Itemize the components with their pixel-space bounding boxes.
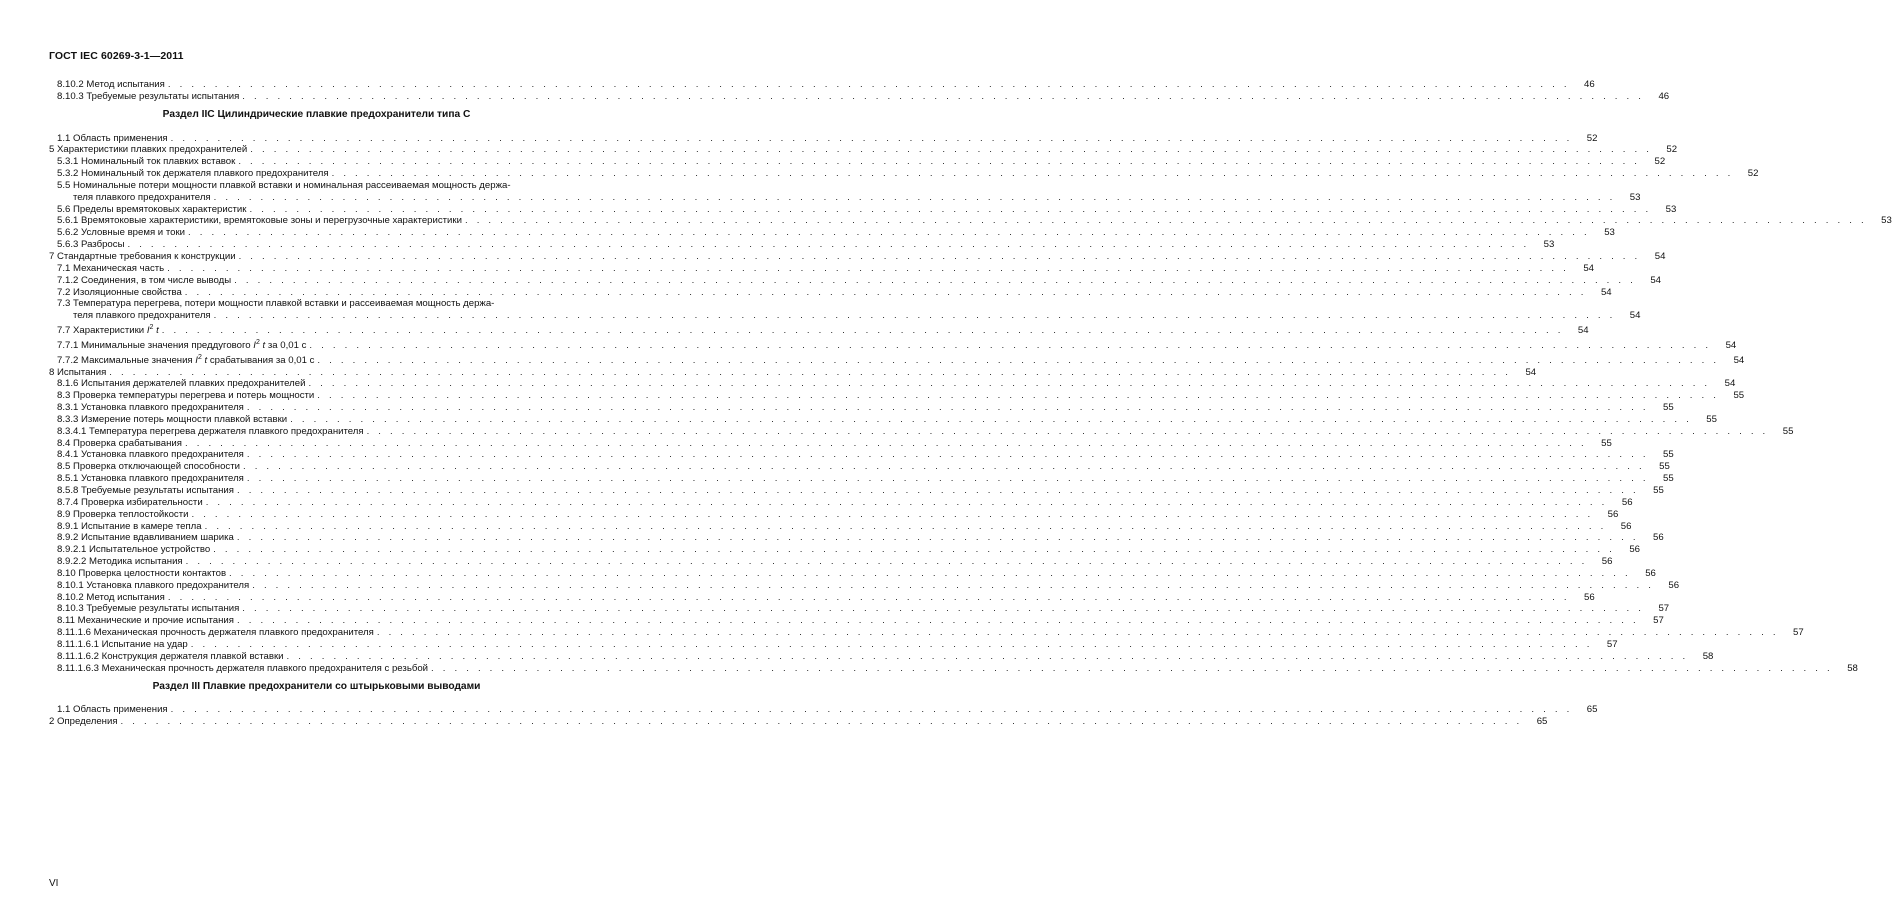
toc-entry-label: 8.11.1.6.1 Испытание на удар — [57, 638, 188, 650]
toc-entry[interactable] — [49, 627, 1804, 639]
toc-dot-leader: . . . . . . . . . . . . . . . . . . . . . . . . . . . . . . . . . . . . . . . . . . . . . . . . . . . . . . . . . . . . . . . . . . . . . . . . . . . . . . . . . . . . . . . . . . . . . . . . . . . . . . . . . . . . . . . . . . . . . . . . — [286, 650, 1689, 662]
toc-entry[interactable] — [49, 461, 1670, 473]
toc-page-number: 55 — [1663, 402, 1674, 414]
toc-dot-leader: . . . . . . . . . . . . . . . . . . . . . . . . . . . . . . . . . . . . . . . . . . . . . . . . . . . . . . . . . . . . . . . . . . . . . . . . . . . . . . . . . . . . . . . . . . . . . . . . . . . . . . . . . . . . . . . . . . . . . . . . — [290, 413, 1692, 425]
toc-entry[interactable] — [49, 716, 1548, 728]
toc-page-number: 54 — [1525, 366, 1537, 378]
toc-entry-label: 8.10.3 Требуемые результаты испытания — [57, 603, 240, 615]
toc-entry-label-continued: теля плавкого предохранителя — [73, 191, 211, 203]
toc-entry[interactable] — [49, 239, 1555, 251]
toc-entry[interactable] — [49, 508, 1619, 521]
toc-page-number: 55 — [1663, 449, 1674, 461]
toc-entry-label: 5.6.1 Времятоковые характеристики, времятоковые зоны и перегрузочные характеристики — [57, 215, 462, 227]
toc-entry[interactable] — [49, 203, 1677, 216]
toc-entry[interactable] — [49, 215, 1892, 227]
toc-dot-leader: . . . . . . . . . . . . . . . . . . . . . . . . . . . . . . . . . . . . . . . . . . . . . . . . . . . . . . . . . . . . . . . . . . . . . . . . . . . . . . . . . . . . . . . . . . . . . . . . . . . . . . . . . . . . . . . . . . . . . . . . — [238, 250, 1641, 262]
toc-dot-leader: . . . . . . . . . . . . . . . . . . . . . . . . . . . . . . . . . . . . . . . . . . . . . . . . . . . . . . . . . . . . . . . . . . . . . . . . . . . . . . . . . . . . . . . . . . . . . . . . . . . . . . . . . . . . . . . . . . . . . . . . — [234, 274, 1637, 286]
toc-entry-label: 8 Испытания — [49, 366, 107, 378]
toc-dot-leader: . . . . . . . . . . . . . . . . . . . . . . . . . . . . . . . . . . . . . . . . . . . . . . . . . . . . . . . . . . . . . . . . . . . . . . . . . . . . . . . . . . . . . . . . . . . . . . . . . . . . . . . . . . . . . . . . . . . . . . . . — [252, 579, 1655, 591]
toc-entry-label: 7.7.2 Максимальные значения $I^2$ t срабатывания за 0,01 с — [57, 353, 315, 366]
toc-page-number: 65 — [1536, 716, 1548, 728]
toc-page-number: 46 — [1584, 79, 1595, 90]
toc-dot-leader: . . . . . . . . . . . . . . . . . . . . . . . . . . . . . . . . . . . . . . . . . . . . . . . . . . . . . . . . . . . . . . . . . . . . . . . . . . . . . . . . . . . . . . . . . . . . . . . . . . . . . . . . . . . . . . . . . . . . . . . . — [161, 325, 1564, 337]
toc-dot-leader: . . . . . . . . . . . . . . . . . . . . . . . . . . . . . . . . . . . . . . . . . . . . . . . . . . . . . . . . . . . . . . . . . . . . . . . . . . . . . . . . . . . . . . . . . . . . . . . . . . . . . . . . . . . . . . . . . . . . . . . . — [188, 227, 1590, 239]
toc-entry[interactable] — [49, 366, 1537, 379]
toc-entry[interactable] — [49, 449, 1674, 461]
toc-entry-label: 7.7 Характеристики $I^2$ t — [57, 324, 159, 337]
toc-entry-label: 7.7.1 Минимальные значения преддугового $I^2$ t за 0,01 с — [57, 338, 307, 351]
toc-dot-leader: . . . . . . . . . . . . . . . . . . . . . . . . . . . . . . . . . . . . . . . . . . . . . . . . . . . . . . . . . . . . . . . . . . . . . . . . . . . . . . . . . . . . . . . . . . . . . . . . . . . . . . . . . . . . . . . . . . . . . . . . — [170, 704, 1573, 716]
toc-dot-leader: . . . . . . . . . . . . . . . . . . . . . . . . . . . . . . . . . . . . . . . . . . . . . . . . . . . . . . . . . . . . . . . . . . . . . . . . . . . . . . . . . . . . . . . . . . . . . . . . . . . . . . . . . . . . . . . . . . . . . . . . — [309, 339, 1712, 351]
toc-page-number: 53 — [1665, 203, 1677, 215]
toc-page-number: 56 — [1668, 579, 1680, 591]
toc-dot-leader: . . . . . . . . . . . . . . . . . . . . . . . . . . . . . . . . . . . . . . . . . . . . . . . . . . . . . . . . . . . . . . . . . . . . . . . . . . . . . . . . . . . . . . . . . . . . . . . . . . . . . . . . . . . . . . . . . . . . . . . . — [213, 191, 1616, 203]
toc-entry-label: 8.7.4 Проверка избирательности — [57, 496, 203, 508]
toc-entry-label: 2 Определения — [49, 716, 118, 728]
toc-entry[interactable] — [49, 262, 1595, 275]
section-title: Раздел III Плавкие предохранители со штырьковыми выводами — [152, 680, 481, 692]
toc-entry-label: 7.3 Температура перегрева, потери мощности плавкой вставки и рассеиваемая мощность держа- — [57, 298, 495, 310]
toc-entry[interactable] — [49, 132, 1598, 145]
toc-entry-label: 8.9.2.2 Методика испытания — [57, 556, 183, 568]
toc-entry[interactable] — [49, 485, 1664, 497]
toc-entry[interactable] — [49, 567, 1656, 580]
toc-page-number: 54 — [1583, 262, 1595, 274]
toc-entry[interactable] — [49, 496, 1633, 509]
toc-page-number: 54 — [1724, 378, 1736, 390]
toc-entry-label: 8.5 Проверка отключающей способности — [57, 461, 240, 473]
toc-dot-leader: . . . . . . . . . . . . . . . . . . . . . . . . . . . . . . . . . . . . . . . . . . . . . . . . . . . . . . . . . . . . . . . . . . . . . . . . . . . . . . . . . . . . . . . . . . . . . . . . . . . . . . . . . . . . . . . . . . . . . . . . — [190, 638, 1593, 650]
toc-page-number: 56 — [1607, 508, 1619, 520]
toc-entry[interactable] — [49, 579, 1680, 592]
toc-entry-label: 8.10 Проверка целостности контактов — [57, 567, 227, 579]
toc-page-number: 52 — [1586, 132, 1598, 144]
toc-entry[interactable] — [49, 390, 1745, 402]
toc-entry[interactable] — [49, 168, 1759, 180]
toc-page-number: 46 — [1658, 90, 1670, 102]
toc-entry-label: 8.11 Механические и прочие испытания — [57, 615, 234, 627]
toc-entry-label: 5.3.1 Номинальный ток плавких вставок — [57, 156, 236, 168]
toc-entry-label: 5.5 Номинальные потери мощности плавкой вставки и номинальная рассеиваемая мощность держа- — [57, 179, 511, 191]
toc-entry-label: 1.1 Область применения — [57, 704, 168, 716]
toc-dot-leader: . . . . . . . . . . . . . . . . . . . . . . . . . . . . . . . . . . . . . . . . . . . . . . . . . . . . . . . . . . . . . . . . . . . . . . . . . . . . . . . . . . . . . . . . . . . . . . . . . . . . . . . . . . . . . . . . . . . . . . . . — [167, 79, 1570, 90]
toc-page-number: 55 — [1659, 461, 1670, 473]
toc-entry[interactable] — [49, 638, 1618, 651]
toc-entry-label: 8.1.6 Испытания держателей плавких предохранителей — [57, 378, 306, 390]
toc-dot-leader: . . . . . . . . . . . . . . . . . . . . . . . . . . . . . . . . . . . . . . . . . . . . . . . . . . . . . . . . . . . . . . . . . . . . . . . . . . . . . . . . . . . . . . . . . . . . . . . . . . . . . . . . . . . . . . . . . . . . . . . . — [246, 402, 1649, 414]
toc-dot-leader: . . . . . . . . . . . . . . . . . . . . . . . . . . . . . . . . . . . . . . . . . . . . . . . . . . . . . . . . . . . . . . . . . . . . . . . . . . . . . . . . . . . . . . . . . . . . . . . . . . . . . . . . . . . . . . . . . . . . . . . . — [236, 532, 1639, 544]
toc-page-number: 52 — [1666, 144, 1678, 156]
toc-page-number: 52 — [1747, 168, 1759, 180]
toc-page-number: 57 — [1653, 615, 1664, 627]
toc-dot-leader: . . . . . . . . . . . . . . . . . . . . . . . . . . . . . . . . . . . . . . . . . . . . . . . . . . . . . . . . . . . . . . . . . . . . . . . . . . . . . . . . . . . . . . . . . . . . . . . . . . . . . . . . . . . . . . . . . . . . . . . . — [120, 716, 1523, 728]
toc-page-number: 54 — [1650, 274, 1662, 286]
toc-dot-leader: . . . . . . . . . . . . . . . . . . . . . . . . . . . . . . . . . . . . . . . . . . . . . . . . . . . . . . . . . . . . . . . . . . . . . . . . . . . . . . . . . . . . . . . . . . . . . . . . . . . . . . . . . . . . . . . . . . . . . . . . — [213, 310, 1616, 322]
toc-entry-label: 1.1 Область применения — [57, 132, 168, 144]
toc-entry-label: 8.10.1 Установка плавкого предохранителя — [57, 579, 250, 591]
toc-entry-label: 8.11.1.6.2 Конструкция держателя плавкой вставки — [57, 650, 284, 662]
toc-page-number: 55 — [1653, 485, 1664, 496]
toc-page-number: 65 — [1586, 704, 1598, 716]
toc-dot-leader: . . . . . . . . . . . . . . . . . . . . . . . . . . . . . . . . . . . . . . . . . . . . . . . . . . . . . . . . . . . . . . . . . . . . . . . . . . . . . . . . . . . . . . . . . . . . . . . . . . . . . . . . . . . . . . . . . . . . . . . . — [308, 378, 1711, 390]
toc-dot-leader: . . . . . . . . . . . . . . . . . . . . . . . . . . . . . . . . . . . . . . . . . . . . . . . . . . . . . . . . . . . . . . . . . . . . . . . . . . . . . . . . . . . . . . . . . . . . . . . . . . . . . . . . . . . . . . . . . . . . . . . . — [205, 496, 1608, 508]
toc-page-number: 56 — [1620, 520, 1632, 532]
toc-page-number: 53 — [1543, 239, 1555, 251]
toc-entry[interactable] — [49, 227, 1615, 239]
toc-page-number: 56 — [1601, 556, 1613, 568]
toc-page-number: 57 — [1658, 603, 1670, 615]
toc-entry[interactable] — [49, 179, 1641, 204]
toc-entry-label: 8.5.8 Требуемые результаты испытания — [57, 485, 234, 496]
toc-entry[interactable] — [49, 615, 1664, 627]
table-of-contents — [49, 79, 1892, 728]
toc-entry[interactable] — [49, 250, 1666, 263]
toc-page-number: 54 — [1600, 286, 1612, 298]
toc-page-number: 55 — [1706, 413, 1717, 425]
toc-dot-leader: . . . . . . . . . . . . . . . . . . . . . . . . . . . . . . . . . . . . . . . . . . . . . . . . . . . . . . . . . . . . . . . . . . . . . . . . . . . . . . . . . . . . . . . . . . . . . . . . . . . . . . . . . . . . . . . . . . . . . . . . — [238, 156, 1641, 168]
toc-page-number: 57 — [1793, 627, 1804, 639]
toc-dot-leader: . . . . . . . . . . . . . . . . . . . . . . . . . . . . . . . . . . . . . . . . . . . . . . . . . . . . . . . . . . . . . . . . . . . . . . . . . . . . . . . . . . . . . . . . . . . . . . . . . . . . . . . . . . . . . . . . . . . . . . . . — [185, 556, 1588, 568]
toc-dot-leader: . . . . . . . . . . . . . . . . . . . . . . . . . . . . . . . . . . . . . . . . . . . . . . . . . . . . . . . . . . . . . . . . . . . . . . . . . . . . . . . . . . . . . . . . . . . . . . . . . . . . . . . . . . . . . . . . . . . . . . . . — [431, 662, 1833, 674]
toc-dot-leader: . . . . . . . . . . . . . . . . . . . . . . . . . . . . . . . . . . . . . . . . . . . . . . . . . . . . . . . . . . . . . . . . . . . . . . . . . . . . . . . . . . . . . . . . . . . . . . . . . . . . . . . . . . . . . . . . . . . . . . . . — [250, 144, 1653, 156]
toc-dot-leader: . . . . . . . . . . . . . . . . . . . . . . . . . . . . . . . . . . . . . . . . . . . . . . . . . . . . . . . . . . . . . . . . . . . . . . . . . . . . . . . . . . . . . . . . . . . . . . . . . . . . . . . . . . . . . . . . . . . . . . . . — [170, 132, 1573, 144]
toc-entry[interactable] — [49, 437, 1612, 450]
toc-dot-leader: . . . . . . . . . . . . . . . . . . . . . . . . . . . . . . . . . . . . . . . . . . . . . . . . . . . . . . . . . . . . . . . . . . . . . . . . . . . . . . . . . . . . . . . . . . . . . . . . . . . . . . . . . . . . . . . . . . . . . . . . — [317, 354, 1720, 366]
toc-dot-leader: . . . . . . . . . . . . . . . . . . . . . . . . . . . . . . . . . . . . . . . . . . . . . . . . . . . . . . . . . . . . . . . . . . . . . . . . . . . . . . . . . . . . . . . . . . . . . . . . . . . . . . . . . . . . . . . . . . . . . . . . — [191, 508, 1594, 520]
toc-page-number: 54 — [1733, 354, 1745, 366]
toc-entry[interactable] — [49, 473, 1674, 485]
toc-dot-leader: . . . . . . . . . . . . . . . . . . . . . . . . . . . . . . . . . . . . . . . . . . . . . . . . . . . . . . . . . . . . . . . . . . . . . . . . . . . . . . . . . . . . . . . . . . . . . . . . . . . . . . . . . . . . . . . . . . . . . . . . — [229, 567, 1631, 579]
toc-entry[interactable] — [49, 544, 1641, 556]
toc-entry[interactable] — [49, 704, 1598, 716]
toc-dot-leader: . . . . . . . . . . . . . . . . . . . . . . . . . . . . . . . . . . . . . . . . . . . . . . . . . . . . . . . . . . . . . . . . . . . . . . . . . . . . . . . . . . . . . . . . . . . . . . . . . . . . . . . . . . . . . . . . . . . . . . . . — [242, 90, 1645, 102]
toc-entry-label: 8.11.1.6.3 Механическая прочность держателя плавкого предохранителя с резьбой — [57, 662, 429, 674]
toc-page-number: 58 — [1702, 650, 1714, 662]
toc-page-number: 53 — [1604, 227, 1615, 239]
toc-dot-leader: . . . . . . . . . . . . . . . . . . . . . . . . . . . . . . . . . . . . . . . . . . . . . . . . . . . . . . . . . . . . . . . . . . . . . . . . . . . . . . . . . . . . . . . . . . . . . . . . . . . . . . . . . . . . . . . . . . . . . . . . — [167, 591, 1570, 603]
toc-entry[interactable] — [49, 322, 1589, 337]
toc-entry-label: 8.10.2 Метод испытания — [57, 79, 165, 90]
toc-dot-leader: . . . . . . . . . . . . . . . . . . . . . . . . . . . . . . . . . . . . . . . . . . . . . . . . . . . . . . . . . . . . . . . . . . . . . . . . . . . . . . . . . . . . . . . . . . . . . . . . . . . . . . . . . . . . . . . . . . . . . . . . — [366, 425, 1769, 437]
toc-entry-label: 7.1 Механическая часть — [57, 262, 165, 274]
toc-page-number: 56 — [1629, 544, 1641, 556]
toc-entry[interactable] — [49, 603, 1670, 615]
toc-entry-label: 7.1.2 Соединения, в том числе выводы — [57, 274, 232, 286]
toc-entry-label: 8.10.2 Метод испытания — [57, 591, 165, 603]
toc-entry-label: 8.3.1 Установка плавкого предохранителя — [57, 402, 244, 414]
toc-dot-leader: . . . . . . . . . . . . . . . . . . . . . . . . . . . . . . . . . . . . . . . . . . . . . . . . . . . . . . . . . . . . . . . . . . . . . . . . . . . . . . . . . . . . . . . . . . . . . . . . . . . . . . . . . . . . . . . . . . . . . . . . — [246, 473, 1649, 485]
toc-page-number: 56 — [1621, 496, 1633, 508]
toc-entry-label: 8.5.1 Установка плавкого предохранителя — [57, 473, 244, 485]
toc-dot-leader: . . . . . . . . . . . . . . . . . . . . . . . . . . . . . . . . . . . . . . . . . . . . . . . . . . . . . . . . . . . . . . . . . . . . . . . . . . . . . . . . . . . . . . . . . . . . . . . . . . . . . . . . . . . . . . . . . . . . . . . . — [236, 485, 1639, 496]
toc-entry-label: 8.11.1.6 Механическая прочность держателя плавкого предохранителя — [57, 627, 374, 639]
toc-entry[interactable] — [49, 90, 1670, 103]
toc-page-number: 55 — [1601, 437, 1612, 449]
toc-page-number: 55 — [1663, 473, 1674, 485]
toc-dot-leader: . . . . . . . . . . . . . . . . . . . . . . . . . . . . . . . . . . . . . . . . . . . . . . . . . . . . . . . . . . . . . . . . . . . . . . . . . . . . . . . . . . . . . . . . . . . . . . . . . . . . . . . . . . . . . . . . . . . . . . . . — [242, 461, 1645, 473]
toc-entry[interactable] — [49, 425, 1794, 438]
toc-entry[interactable] — [49, 298, 1641, 322]
toc-entry-label: 5 Характеристики плавких предохранителей — [49, 144, 248, 156]
toc-entry[interactable] — [49, 662, 1858, 675]
toc-entry[interactable] — [49, 520, 1632, 533]
toc-dot-leader: . . . . . . . . . . . . . . . . . . . . . . . . . . . . . . . . . . . . . . . . . . . . . . . . . . . . . . . . . . . . . . . . . . . . . . . . . . . . . . . . . . . . . . . . . . . . . . . . . . . . . . . . . . . . . . . . . . . . . . . . — [109, 366, 1512, 378]
toc-page-number: 55 — [1733, 390, 1745, 402]
toc-entry[interactable] — [49, 591, 1595, 604]
section-title: Раздел IIC Цилиндрические плавкие предохранители типа С — [162, 108, 471, 120]
toc-dot-leader: . . . . . . . . . . . . . . . . . . . . . . . . . . . . . . . . . . . . . . . . . . . . . . . . . . . . . . . . . . . . . . . . . . . . . . . . . . . . . . . . . . . . . . . . . . . . . . . . . . . . . . . . . . . . . . . . . . . . . . . . — [249, 203, 1652, 215]
toc-dot-leader: . . . . . . . . . . . . . . . . . . . . . . . . . . . . . . . . . . . . . . . . . . . . . . . . . . . . . . . . . . . . . . . . . . . . . . . . . . . . . . . . . . . . . . . . . . . . . . . . . . . . . . . . . . . . . . . . . . . . . . . . — [167, 262, 1570, 274]
toc-entry[interactable] — [49, 413, 1717, 426]
toc-entry-label: 5.6 Пределы времятоковых характеристик — [57, 203, 247, 215]
toc-entry-label: 5.6.3 Разбросы — [57, 239, 125, 251]
toc-page-number: 53 — [1629, 191, 1641, 203]
toc-page-number: 58 — [1847, 662, 1858, 674]
toc-entry[interactable] — [49, 274, 1662, 287]
toc-page-number: 57 — [1606, 638, 1618, 650]
toc-entry-label: 8.3.4.1 Температура перегрева держателя плавкого предохранителя — [57, 425, 364, 437]
toc-entry-label: 8.9.1 Испытание в камере тепла — [57, 520, 202, 532]
toc-page-number: 56 — [1584, 591, 1595, 603]
toc-entry-label: 7.2 Изоляционные свойства — [57, 286, 182, 298]
toc-dot-leader: . . . . . . . . . . . . . . . . . . . . . . . . . . . . . . . . . . . . . . . . . . . . . . . . . . . . . . . . . . . . . . . . . . . . . . . . . . . . . . . . . . . . . . . . . . . . . . . . . . . . . . . . . . . . . . . . . . . . . . . . — [242, 603, 1645, 615]
toc-entry-label: 8.9.2.1 Испытательное устройство — [57, 544, 211, 556]
toc-entry-label-continued: теля плавкого предохранителя — [73, 310, 211, 322]
toc-dot-leader: . . . . . . . . . . . . . . . . . . . . . . . . . . . . . . . . . . . . . . . . . . . . . . . . . . . . . . . . . . . . . . . . . . . . . . . . . . . . . . . . . . . . . . . . . . . . . . . . . . . . . . . . . . . . . . . . . . . . . . . . — [246, 449, 1649, 461]
toc-entry[interactable] — [49, 156, 1666, 168]
toc-page-number: 53 — [1881, 215, 1892, 227]
toc-page-number: 54 — [1654, 250, 1666, 262]
toc-entry-label: 5.3.2 Номинальный ток держателя плавкого предохранителя — [57, 168, 329, 180]
toc-entry[interactable] — [49, 337, 1737, 352]
toc-page-number: 56 — [1653, 532, 1664, 544]
toc-dot-leader: . . . . . . . . . . . . . . . . . . . . . . . . . . . . . . . . . . . . . . . . . . . . . . . . . . . . . . . . . . . . . . . . . . . . . . . . . . . . . . . . . . . . . . . . . . . . . . . . . . . . . . . . . . . . . . . . . . . . . . . . — [184, 437, 1587, 449]
toc-dot-leader: . . . . . . . . . . . . . . . . . . . . . . . . . . . . . . . . . . . . . . . . . . . . . . . . . . . . . . . . . . . . . . . . . . . . . . . . . . . . . . . . . . . . . . . . . . . . . . . . . . . . . . . . . . . . . . . . . . . . . . . . — [464, 215, 1867, 227]
toc-dot-leader: . . . . . . . . . . . . . . . . . . . . . . . . . . . . . . . . . . . . . . . . . . . . . . . . . . . . . . . . . . . . . . . . . . . . . . . . . . . . . . . . . . . . . . . . . . . . . . . . . . . . . . . . . . . . . . . . . . . . . . . . — [376, 627, 1779, 639]
toc-entry-label: 8.9.2 Испытание вдавливанием шарика — [57, 532, 234, 544]
toc-entry-label: 8.10.3 Требуемые результаты испытания — [57, 90, 240, 102]
toc-dot-leader: . . . . . . . . . . . . . . . . . . . . . . . . . . . . . . . . . . . . . . . . . . . . . . . . . . . . . . . . . . . . . . . . . . . . . . . . . . . . . . . . . . . . . . . . . . . . . . . . . . . . . . . . . . . . . . . . . . . . . . . . — [127, 239, 1530, 251]
toc-entry-label: 8.3 Проверка температуры перегрева и потерь мощности — [57, 390, 315, 402]
toc-page-number: 54 — [1577, 325, 1589, 337]
toc-page-number: 54 — [1629, 310, 1641, 322]
toc-entry[interactable] — [49, 286, 1612, 299]
toc-dot-leader: . . . . . . . . . . . . . . . . . . . . . . . . . . . . . . . . . . . . . . . . . . . . . . . . . . . . . . . . . . . . . . . . . . . . . . . . . . . . . . . . . . . . . . . . . . . . . . . . . . . . . . . . . . . . . . . . . . . . . . . . — [184, 286, 1587, 298]
page-number-roman: VI — [49, 878, 59, 889]
toc-entry[interactable] — [49, 79, 1595, 91]
toc-page-number: 54 — [1725, 339, 1737, 351]
toc-dot-leader: . . . . . . . . . . . . . . . . . . . . . . . . . . . . . . . . . . . . . . . . . . . . . . . . . . . . . . . . . . . . . . . . . . . . . . . . . . . . . . . . . . . . . . . . . . . . . . . . . . . . . . . . . . . . . . . . . . . . . . . . — [317, 390, 1720, 402]
toc-entry-label: 8.9 Проверка теплостойкости — [57, 508, 189, 520]
toc-entry-label: 8.3.3 Измерение потерь мощности плавкой вставки — [57, 413, 288, 425]
toc-entry[interactable] — [49, 402, 1674, 414]
toc-entry[interactable] — [49, 378, 1736, 390]
toc-entry-label: 8.4 Проверка срабатывания — [57, 437, 182, 449]
toc-entry[interactable] — [49, 352, 1745, 367]
toc-dot-leader: . . . . . . . . . . . . . . . . . . . . . . . . . . . . . . . . . . . . . . . . . . . . . . . . . . . . . . . . . . . . . . . . . . . . . . . . . . . . . . . . . . . . . . . . . . . . . . . . . . . . . . . . . . . . . . . . . . . . . . . . — [213, 544, 1616, 556]
toc-entry[interactable] — [49, 532, 1664, 544]
toc-entry[interactable] — [49, 144, 1678, 156]
document-header: ГОСТ IEC 60269-3-1—2011 — [49, 50, 184, 62]
toc-dot-leader: . . . . . . . . . . . . . . . . . . . . . . . . . . . . . . . . . . . . . . . . . . . . . . . . . . . . . . . . . . . . . . . . . . . . . . . . . . . . . . . . . . . . . . . . . . . . . . . . . . . . . . . . . . . . . . . . . . . . . . . . — [204, 520, 1607, 532]
toc-page-number: 56 — [1645, 567, 1656, 579]
toc-page-number: 52 — [1654, 156, 1666, 168]
toc-entry-label: 8.4.1 Установка плавкого предохранителя — [57, 449, 244, 461]
toc-page-number: 55 — [1782, 425, 1794, 437]
toc-dot-leader: . . . . . . . . . . . . . . . . . . . . . . . . . . . . . . . . . . . . . . . . . . . . . . . . . . . . . . . . . . . . . . . . . . . . . . . . . . . . . . . . . . . . . . . . . . . . . . . . . . . . . . . . . . . . . . . . . . . . . . . . — [236, 615, 1639, 627]
toc-entry-label: 7 Стандартные требования к конструкции — [49, 250, 236, 262]
toc-entry[interactable] — [49, 556, 1613, 568]
toc-entry-label: 5.6.2 Условные время и токи — [57, 227, 186, 239]
toc-entry[interactable] — [49, 650, 1714, 663]
toc-dot-leader: . . . . . . . . . . . . . . . . . . . . . . . . . . . . . . . . . . . . . . . . . . . . . . . . . . . . . . . . . . . . . . . . . . . . . . . . . . . . . . . . . . . . . . . . . . . . . . . . . . . . . . . . . . . . . . . . . . . . . . . . — [331, 168, 1734, 180]
